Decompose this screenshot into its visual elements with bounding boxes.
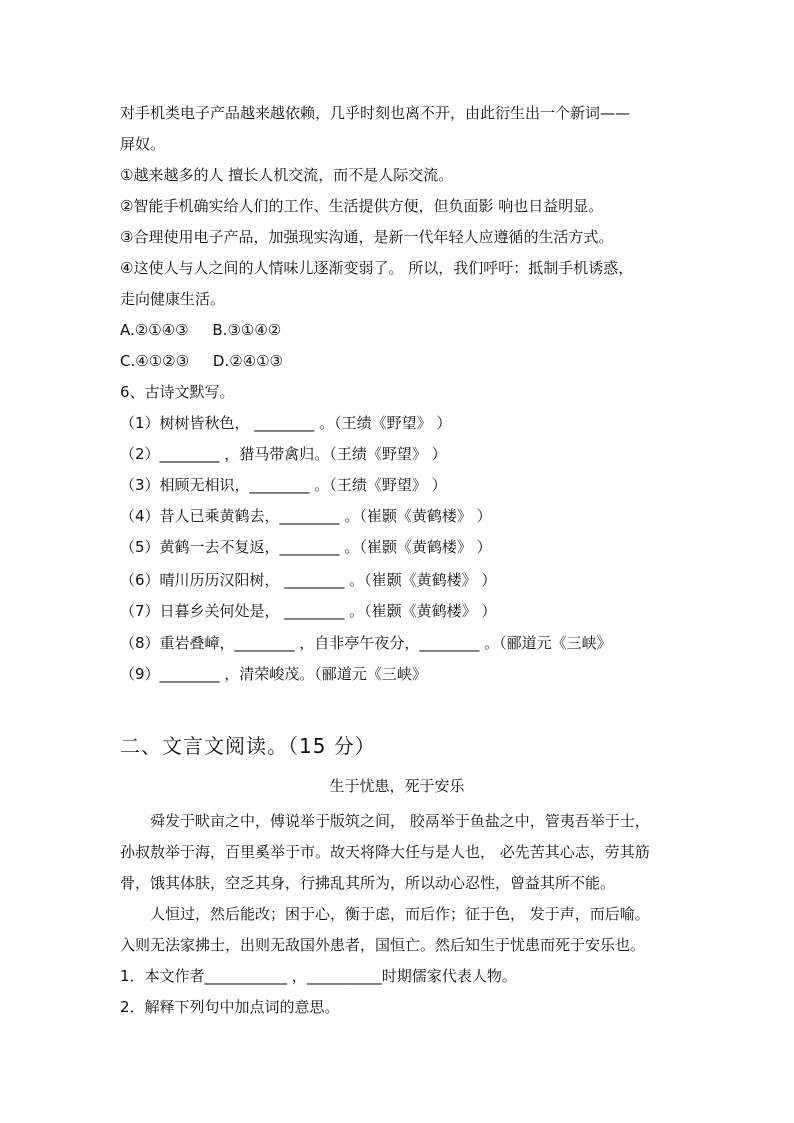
sentence-2: ②智能手机确实给人们的工作、生活提供方便，但负面影 响也日益明显。 [120,197,604,215]
poetry-item-8: （8）重岩叠嶂，________ ，自非亭午夜分，________ 。（郦道元《三峡》 [120,634,612,652]
sentence-1: ①越来越多的人 擅长人机交流，而不是人际交流。 [120,166,454,184]
poetry-item-6: （6）晴川历历汉阳树， ________ 。（崔颢《黄鹤楼》 ） [120,571,497,589]
section-heading-classical-reading: 二、文言文阅读。（15 分） [120,734,376,758]
passage-line-5: 入则无法家拂士，出则无敌国外患者，国恒亡。然后知生于忧患而死于安乐也。 [120,936,646,954]
poetry-item-9: （9）________ ，清荣峻茂。（郦道元《三峡》 [120,665,427,683]
poetry-item-5: （5）黄鹤一去不复返，________ 。（崔颢《黄鹤楼》 ） [120,538,492,556]
passage-line-4: 人恒过，然后能改；困于心，衡于虑，而后作；征于色， 发于声，而后喻。 [150,905,650,923]
passage-line-3: 骨，饿其体肤，空乏其身，行拂乱其所为，所以动心忍性，曾益其所不能。 [120,874,616,892]
passage-line-2: 孙叔敖举于海，百里奚举于市。故天将降大任与是人也， 必先苦其心志，劳其筋 [120,843,650,861]
poetry-item-4: （4）昔人已乘黄鹤去，________ 。（崔颢《黄鹤楼》 ） [120,507,492,525]
sentence-4: ④这使人与人之间的人情味儿逐渐变弱了。 所以，我们呼吁：抵制手机诱惑， [120,259,634,277]
passage-line-1: 舜发于畎亩之中，傅说举于版筑之间， 胶鬲举于鱼盐之中，管夷吾举于士， [150,812,650,830]
question-intro-line-2: 屏奴。 [120,135,166,153]
sentence-4-continued: 走向健康生活。 [120,290,226,308]
passage-title: 生于忧患，死于安乐 [329,777,465,795]
option-line-2: C.④①②③ D.②④①③ [120,352,283,370]
question-intro-line-1: 对手机类电子产品越来越依赖，几乎时刻也离不开，由此衍生出一个新词—— [120,104,631,122]
sentence-3: ③合理使用电子产品，加强现实沟通，是新一代年轻人应遵循的生活方式。 [120,228,614,246]
option-line-1: A.②①④③ B.③①④② [120,321,282,339]
poetry-item-1: （1）树树皆秋色， ________ 。（王绩《野望》 ） [120,414,452,432]
poetry-item-3: （3）相顾无相识，________ 。（王绩《野望》 ） [120,476,447,494]
reading-question-1: 1．本文作者___________ ，__________时期儒家代表人物。 [120,967,517,985]
poetry-question-title: 6、古诗文默写。 [120,383,235,401]
poetry-item-7: （7）日暮乡关何处是， ________ 。（崔颢《黄鹤楼》 ） [120,602,497,620]
reading-question-2: 2．解释下列句中加点词的意思。 [120,998,340,1016]
poetry-item-2: （2）________ ，猎马带禽归。（王绩《野望》 ） [120,445,447,463]
